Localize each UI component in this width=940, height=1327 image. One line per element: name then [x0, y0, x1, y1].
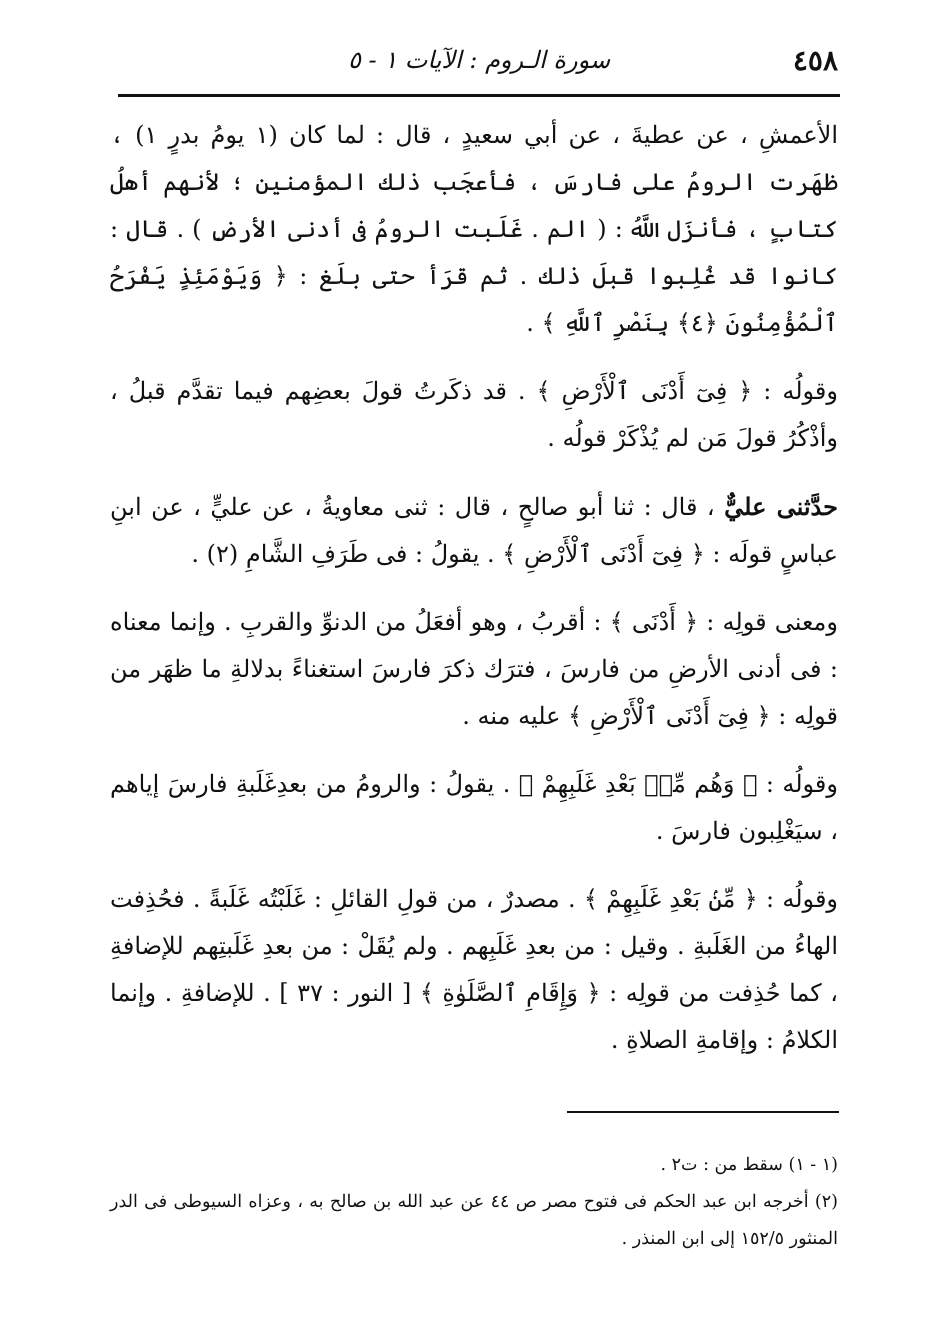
paragraph — [110, 368, 838, 462]
paragraph — [110, 112, 838, 347]
paragraph-text: الأعمشِ ، عن عطيةَ ، عن أبي سعيدٍ ، قال : لما كان (١ يومُ بدرٍ ١) ، ظهَرت الرومُ على فارسَ ، فأعجَب ذلك المؤمنين ؛ لأنهم أهلُ كتابٍ ، فأنزَل اللَّهُ : ( الم . غَلَبت الرومُ فى أدنى الأرضِ ) . قال : كانوا قد غُلِبوا قبلَ ذلك . ثم قرَأ حتى بلَغ : ﴿ وَيَوْمَئِذٍ يَفْرَحُ ٱلْمُؤْمِنُونَ ﴿٤﴾ بِنَصْرِ ٱللَّهِ ﴾ . — [110, 121, 838, 337]
page-header — [118, 40, 838, 90]
paragraph-text: وقولُه : ﴿ وَهُم مِّنۢ بَعْدِ غَلَبِهِمْ ﴾ . يقولُ : والرومُ من بعدِغَلَبةِ فارسَ إياهم ، سيَغْلِبون فارسَ . — [110, 770, 838, 845]
footnote: (٢) أخرجه ابن عبد الحكم فى فتوح مصر ص ٤٤ عن عبد الله بن صالح به ، وعزاه السيوطى فى الدر المنثور ١٥٢/٥ إلى ابن المنذر . — [110, 1192, 838, 1249]
header-rule — [118, 94, 840, 97]
page-number: ٤٥٨ — [792, 44, 838, 77]
main-text — [110, 112, 838, 1085]
paragraph-lead: حدَّثنى عليٌّ — [724, 492, 838, 521]
paragraph-text: وقولُه : ﴿ فِىٓ أَدْنَى ٱلْأَرْضِ ﴾ . قد ذكَرتُ قولَ بعضِهم فيما تقدَّم قبلُ ، وأذْكُرُ قولَ مَن لم يُذْكَرْ قولُه . — [110, 377, 838, 452]
paragraph — [110, 876, 838, 1064]
paragraph — [110, 599, 838, 740]
footnote: (١ - ١) سقط من : ت٢ . — [660, 1155, 838, 1175]
footnotes — [110, 1147, 838, 1258]
paragraph — [110, 761, 838, 855]
running-title: سورة الـروم : الآيات ١ - ٥ — [348, 46, 611, 74]
footnote-rule — [567, 1111, 839, 1113]
paragraph-text: ومعنى قولِه : ﴿ أَدْنَى ﴾ : أقربُ ، وهو أفعَلُ من الدنوِّ والقربِ . وإنما معناه : فى أدنى الأرضِ من فارسَ ، فترَك ذكرَ فارسَ استغناءً بدلالةِ ما ظهَر من قولِه : ﴿ فِىٓ أَدْنَى ٱلْأَرْضِ ﴾ عليه منه . — [110, 608, 838, 730]
paragraph-text: وقولُه : ﴿ مِّنۢ بَعْدِ غَلَبِهِمْ ﴾ . مصدرٌ ، من قولِ القائلِ : غَلَبْتُه غَلَبةً . فحُذِفت الهاءُ من الغَلَبةِ . وقيل : من بعدِ غَلَبِهم . ولم يُقَلْ : من بعدِ غَلَبتِهم للإضافةِ ، كما حُذِفت من قولِه : ﴿ وَإِقَامِ ٱلصَّلَوٰةِ ﴾ [ النور : ٣٧ ] . للإضافةِ . وإنما الكلامُ : وإقامةِ الصلاةِ . — [110, 885, 838, 1054]
paragraph-text: ، قال : ثنا أبو صالحٍ ، قال : ثنى معاويةُ ، عن عليٍّ ، عن ابنِ عباسٍ قولَه : ﴿ فِىٓ أَدْنَى ٱلْأَرْضِ ﴾ . يقولُ : فى طَرَفِ الشَّامِ (٢) . — [110, 493, 838, 568]
paragraph — [110, 483, 838, 578]
